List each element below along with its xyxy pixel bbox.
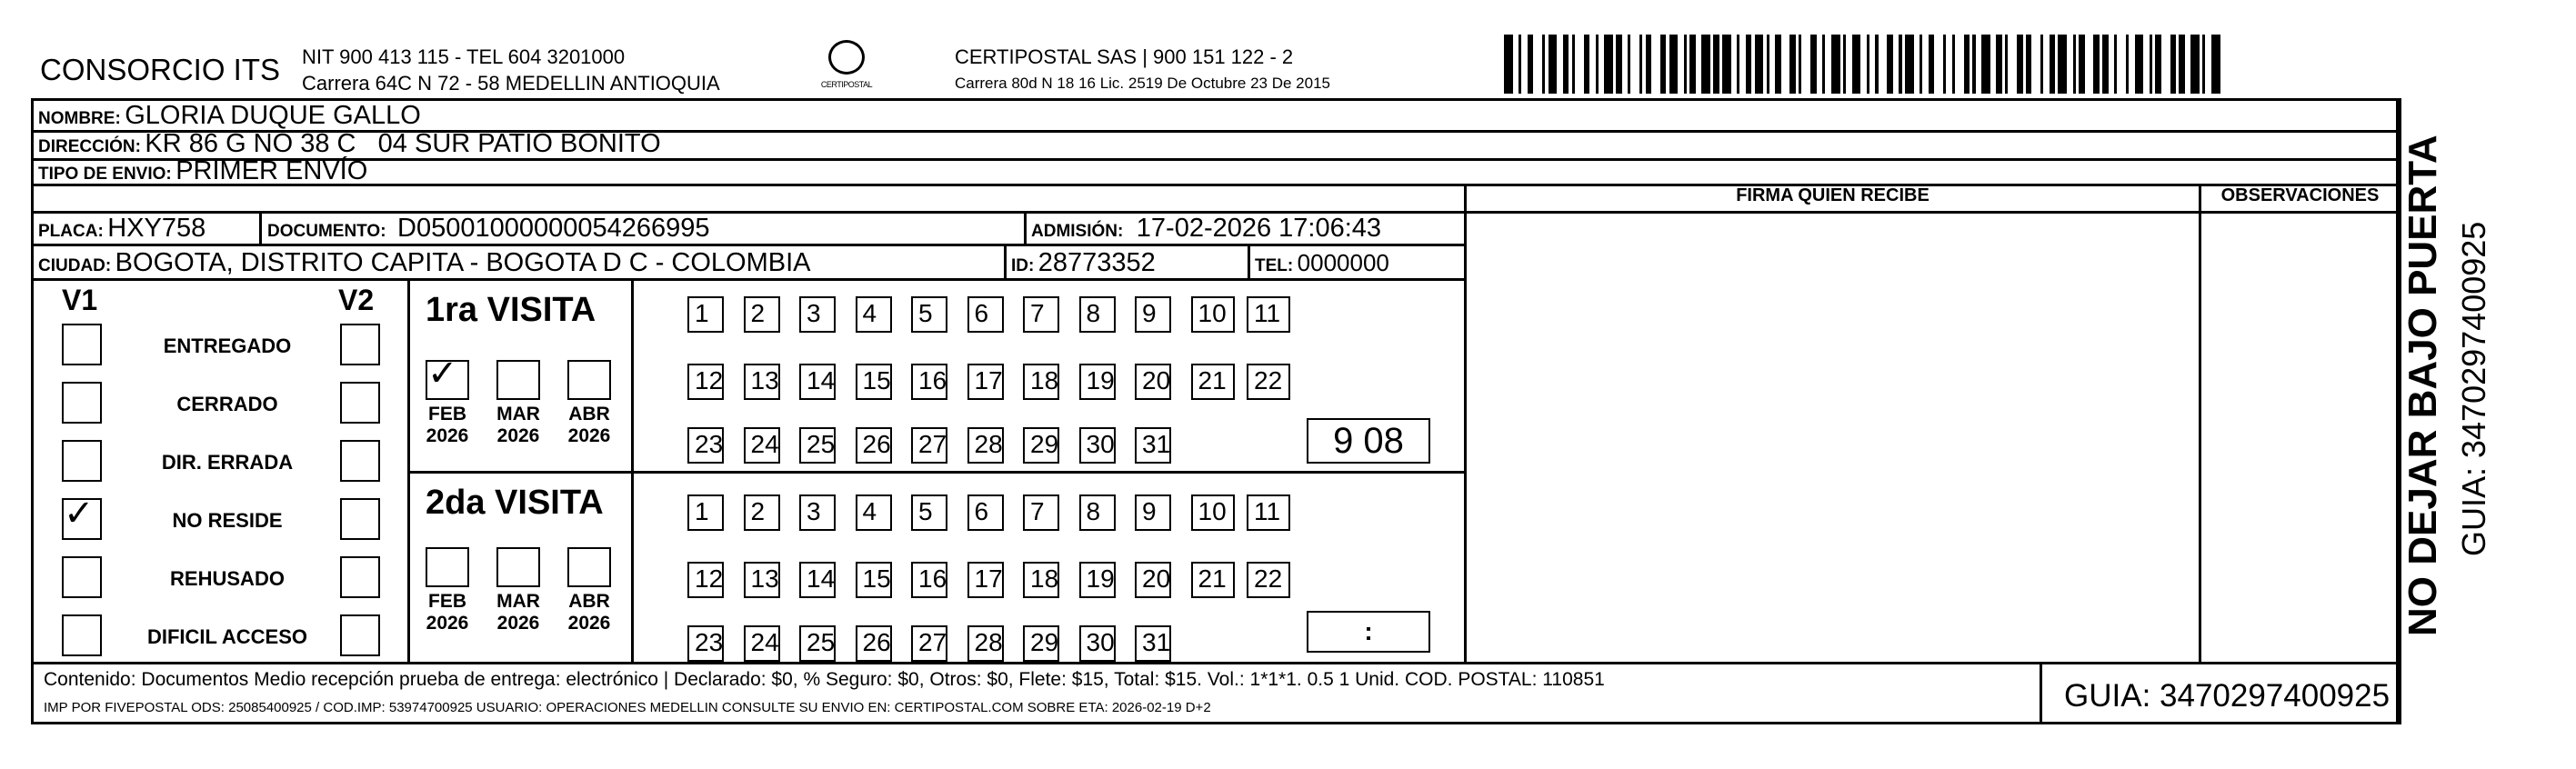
carrier-name: CERTIPOSTAL SAS | 900 151 122 - 2 xyxy=(955,45,1294,68)
id-value: 28773352 xyxy=(1037,248,1156,277)
day-box[interactable]: 29 xyxy=(1023,625,1059,662)
month-checkbox[interactable] xyxy=(496,547,540,587)
v1-checkbox[interactable] xyxy=(62,440,102,482)
month-checkbox[interactable] xyxy=(567,360,611,400)
month-name: FEB xyxy=(428,591,466,612)
day-box[interactable]: 20 xyxy=(1135,562,1171,598)
divider xyxy=(1024,211,1027,244)
day-box[interactable]: 17 xyxy=(967,364,1004,400)
day-box[interactable]: 21 xyxy=(1191,364,1235,400)
carrier-license: Carrera 80d N 18 16 Lic. 2519 De Octubre 23 De 2015 xyxy=(955,75,1330,92)
v2-label: V2 xyxy=(338,284,375,316)
city-value: BOGOTA, DISTRITO CAPITA - BOGOTA D C - COLOMBIA xyxy=(115,248,811,277)
divider xyxy=(2040,662,2042,724)
status-label: DIR. ERRADA xyxy=(161,451,294,474)
barcode-bar xyxy=(2135,35,2144,94)
divider xyxy=(259,211,262,244)
name-label: NOMBRE: xyxy=(38,109,121,128)
month-label xyxy=(416,591,478,634)
certipostal-logo xyxy=(814,40,879,96)
company-nit: NIT 900 413 115 - TEL 604 3201000 xyxy=(302,45,626,68)
footer-print-info: IMP POR FIVEPOSTAL ODS: 25085400925 / COD.IMP: 53974700925 USUARIO: OPERACIONES MEDELLIN CONSULTE SU ENVIO EN: CERTIPOSTAL.COM SOBRE ETA: 2026-02-19 D+2 xyxy=(44,700,1211,715)
day-box[interactable]: 19 xyxy=(1079,364,1116,400)
day-box[interactable]: 27 xyxy=(911,427,947,464)
v2-checkbox[interactable] xyxy=(340,382,380,424)
observations-header: OBSERVACIONES xyxy=(2220,185,2380,205)
day-box[interactable]: 10 xyxy=(1191,494,1235,531)
day-box[interactable]: 3 xyxy=(799,494,836,531)
divider xyxy=(1004,244,1007,278)
day-box[interactable]: 15 xyxy=(856,364,892,400)
day-box[interactable]: 11 xyxy=(1247,296,1290,333)
day-box[interactable]: 24 xyxy=(744,625,780,662)
feb-check-mark-icon: ✓ xyxy=(427,353,458,394)
day-box[interactable]: 8 xyxy=(1079,494,1116,531)
v1-checkbox[interactable] xyxy=(62,556,102,598)
divider xyxy=(1248,244,1250,278)
guia-number: GUIA: 3470297400925 xyxy=(2064,678,2391,714)
barcode xyxy=(1504,35,2227,94)
barcode-bar xyxy=(1801,35,1810,94)
signature-header: FIRMA QUIEN RECIBE xyxy=(1736,185,1929,205)
divider xyxy=(407,471,1464,474)
type-row xyxy=(38,155,367,191)
plate-label: PLACA: xyxy=(38,222,104,241)
barcode-bar xyxy=(1852,35,1861,94)
side-guia: GUIA: 3470297400925 xyxy=(2455,221,2492,556)
logo-circle-icon xyxy=(828,40,865,75)
day-box[interactable]: 28 xyxy=(967,427,1004,464)
barcode-bar xyxy=(1722,35,1731,94)
side-notice: NO DEJAR BAJO PUERTA xyxy=(2401,135,2445,636)
barcode-bar xyxy=(2220,35,2226,94)
type-value: PRIMER ENVÍO xyxy=(175,156,368,185)
day-box[interactable]: 18 xyxy=(1023,562,1059,598)
tel-row xyxy=(1255,247,1389,283)
company-info xyxy=(302,44,720,96)
plate-row xyxy=(38,213,205,248)
company-name: CONSORCIO ITS xyxy=(40,53,281,86)
month-checkbox[interactable] xyxy=(496,360,540,400)
divider xyxy=(631,278,634,662)
v1-checkbox[interactable] xyxy=(62,324,102,365)
carrier-info xyxy=(955,44,1330,96)
day-box[interactable]: 14 xyxy=(799,562,836,598)
barcode-bar xyxy=(1934,35,1943,94)
barcode-bar xyxy=(1755,35,1764,94)
barcode-bar xyxy=(1575,35,1584,94)
tel-value: 0000000 xyxy=(1297,249,1389,276)
day-box[interactable]: 17 xyxy=(967,562,1004,598)
day-box[interactable]: 6 xyxy=(967,296,1004,333)
divider xyxy=(2199,184,2201,662)
divider xyxy=(407,278,410,662)
month-label xyxy=(487,591,549,634)
barcode-bar xyxy=(1630,35,1639,94)
day-box[interactable]: 27 xyxy=(911,625,947,662)
address-label: DIRECCIÓN: xyxy=(38,137,141,156)
status-label: DIFICIL ACCESO xyxy=(146,625,307,648)
address-value: KR 86 G NO 38 C 04 SUR PATIO BONITO xyxy=(145,129,661,158)
barcode-bar xyxy=(1701,35,1710,94)
day-box[interactable]: 5 xyxy=(911,494,947,531)
day-box[interactable]: 13 xyxy=(744,562,780,598)
barcode-bar xyxy=(2031,35,2040,94)
month-year: 2026 xyxy=(496,425,540,446)
day-box[interactable]: 1 xyxy=(687,494,724,531)
month-year: 2026 xyxy=(567,425,611,446)
day-box[interactable]: 28 xyxy=(967,625,1004,662)
day-box[interactable]: 18 xyxy=(1023,364,1059,400)
id-label: ID: xyxy=(1011,256,1035,275)
month-name: MAR xyxy=(496,591,540,612)
divider xyxy=(1464,211,2399,214)
v1-label: V1 xyxy=(62,284,98,316)
day-box[interactable]: 13 xyxy=(744,364,780,400)
barcode-bar xyxy=(2085,35,2094,94)
month-label xyxy=(487,404,549,447)
city-row xyxy=(38,247,811,283)
barcode-bar xyxy=(1905,35,1914,94)
visit1-title: 1ra VISITA xyxy=(426,291,596,329)
day-box[interactable]: 8 xyxy=(1079,296,1116,333)
day-box[interactable]: 2 xyxy=(744,494,780,531)
day-box[interactable]: 31 xyxy=(1135,625,1171,662)
admission-row xyxy=(1031,213,1381,248)
day-box[interactable]: 31 xyxy=(1135,427,1171,464)
day-box[interactable]: 26 xyxy=(856,427,892,464)
day-box[interactable]: 1 xyxy=(687,296,724,333)
day-box[interactable]: 12 xyxy=(687,562,724,598)
barcode-bar xyxy=(1549,35,1558,94)
visit2-title: 2da VISITA xyxy=(426,484,604,522)
barcode-bar xyxy=(1981,35,1990,94)
month-year: 2026 xyxy=(426,613,469,634)
day-box[interactable]: 4 xyxy=(856,296,892,333)
document-label: DOCUMENTO: xyxy=(267,222,386,241)
name-value: GLORIA DUQUE GALLO xyxy=(125,101,421,130)
barcode-bar xyxy=(1669,35,1679,94)
v1-checkbox[interactable] xyxy=(62,382,102,424)
day-box[interactable]: 25 xyxy=(799,625,836,662)
document-row xyxy=(267,213,710,248)
barcode-bar xyxy=(1651,35,1660,94)
barcode-bar xyxy=(2117,35,2126,94)
v2-checkbox[interactable] xyxy=(340,614,380,656)
day-box[interactable]: 7 xyxy=(1023,296,1059,333)
logo-text: CERTIPOSTAL xyxy=(820,80,873,89)
day-box[interactable]: 9 xyxy=(1135,296,1171,333)
day-box[interactable]: 24 xyxy=(744,427,780,464)
admission-label: ADMISIÓN: xyxy=(1031,222,1124,241)
status-label: REHUSADO xyxy=(170,567,285,590)
plate-value: HXY758 xyxy=(107,214,206,243)
day-box[interactable]: 10 xyxy=(1191,296,1235,333)
month-year: 2026 xyxy=(496,613,540,634)
month-year: 2026 xyxy=(567,613,611,634)
no-reside-check-mark-icon: ✓ xyxy=(64,493,95,534)
company-address: Carrera 64C N 72 - 58 MEDELLIN ANTIOQUIA xyxy=(302,72,720,95)
day-box[interactable]: 23 xyxy=(687,625,724,662)
day-box[interactable]: 2 xyxy=(744,296,780,333)
admission-value: 17-02-2026 17:06:43 xyxy=(1136,214,1382,243)
v2-checkbox[interactable] xyxy=(340,498,380,540)
month-label xyxy=(558,404,620,447)
id-row xyxy=(1011,247,1156,283)
day-box[interactable]: 9 xyxy=(1135,494,1171,531)
barcode-bar xyxy=(1831,35,1840,94)
month-label xyxy=(416,404,478,447)
month-name: ABR xyxy=(568,404,610,424)
visit1-time[interactable]: 9 08 xyxy=(1307,418,1430,464)
type-label: TIPO DE ENVIO: xyxy=(38,165,172,184)
status-label: NO RESIDE xyxy=(172,509,283,532)
month-name: FEB xyxy=(428,404,466,424)
day-box[interactable]: 23 xyxy=(687,427,724,464)
barcode-bar xyxy=(1504,35,1513,94)
month-label xyxy=(558,591,620,634)
day-box[interactable]: 30 xyxy=(1079,427,1116,464)
city-label: CIUDAD: xyxy=(38,256,112,275)
month-year: 2026 xyxy=(426,425,469,446)
day-box[interactable]: 5 xyxy=(911,296,947,333)
month-name: MAR xyxy=(496,404,540,424)
day-box[interactable]: 20 xyxy=(1135,364,1171,400)
barcode-bar xyxy=(1533,35,1542,94)
month-checkbox[interactable] xyxy=(426,547,469,587)
tel-label: TEL: xyxy=(1255,256,1294,275)
status-label: ENTREGADO xyxy=(163,335,292,357)
day-box[interactable]: 29 xyxy=(1023,427,1059,464)
day-box[interactable]: 30 xyxy=(1079,625,1116,662)
barcode-bar xyxy=(1955,35,1964,94)
month-checkbox[interactable] xyxy=(567,547,611,587)
divider xyxy=(1464,184,1467,662)
day-box[interactable]: 15 xyxy=(856,562,892,598)
v2-checkbox[interactable] xyxy=(340,440,380,482)
day-box[interactable]: 21 xyxy=(1191,562,1235,598)
day-box[interactable]: 22 xyxy=(1247,364,1290,400)
day-box[interactable]: 3 xyxy=(799,296,836,333)
day-box[interactable]: 16 xyxy=(911,562,947,598)
status-label: CERRADO xyxy=(176,393,278,415)
day-box[interactable]: 11 xyxy=(1247,494,1290,531)
day-box[interactable]: 4 xyxy=(856,494,892,531)
day-box[interactable]: 16 xyxy=(911,364,947,400)
barcode-bar xyxy=(2058,35,2067,94)
document-value: D05001000000054266995 xyxy=(397,214,710,243)
v2-checkbox[interactable] xyxy=(340,324,380,365)
month-name: ABR xyxy=(568,591,610,612)
day-box[interactable]: 12 xyxy=(687,364,724,400)
v1-checkbox[interactable] xyxy=(62,614,102,656)
barcode-bar xyxy=(2211,35,2220,94)
day-box[interactable]: 26 xyxy=(856,625,892,662)
day-box[interactable]: 7 xyxy=(1023,494,1059,531)
barcode-bar xyxy=(1781,35,1790,94)
footer-content: Contenido: Documentos Medio recepción prueba de entrega: electrónico | Declarado: $0, % Seguro: $0, Otros: $0, Flete: $15, Total: $15. Vol.: 1*1*1. 0.5 1 Unid. COD. POSTAL: 110851 xyxy=(44,669,1605,690)
barcode-bar xyxy=(2190,35,2200,94)
day-box[interactable]: 6 xyxy=(967,494,1004,531)
divider xyxy=(31,662,2399,664)
day-box[interactable]: 22 xyxy=(1247,562,1290,598)
day-box[interactable]: 25 xyxy=(799,427,836,464)
barcode-bar xyxy=(2008,35,2017,94)
day-box[interactable]: 14 xyxy=(799,364,836,400)
barcode-bar xyxy=(2161,35,2170,94)
barcode-bar xyxy=(1879,35,1888,94)
v2-checkbox[interactable] xyxy=(340,556,380,598)
visit2-time[interactable]: : xyxy=(1307,611,1430,653)
barcode-bar xyxy=(1604,35,1613,94)
day-box[interactable]: 19 xyxy=(1079,562,1116,598)
